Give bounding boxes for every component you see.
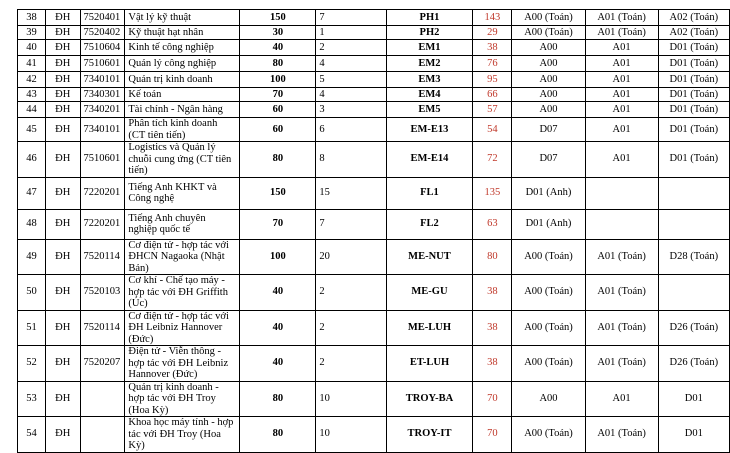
table-body (18, 10, 730, 453)
admission-table (17, 9, 730, 453)
combo-3: D26 (Toán) (658, 346, 729, 382)
table-row (18, 417, 730, 453)
score-value: 38 (473, 40, 512, 56)
row-number: 53 (18, 381, 46, 417)
combo-2: A01 (585, 56, 658, 72)
table-row (18, 310, 730, 346)
program-code: 7220201 (80, 209, 125, 239)
combo-3: A02 (Toán) (658, 26, 729, 40)
combo-3: D01 (Toán) (658, 142, 729, 178)
quota: 70 (240, 209, 316, 239)
table-row (18, 88, 730, 102)
score-value: 38 (473, 275, 512, 311)
program-code: 7220201 (80, 177, 125, 209)
combo-2: A01 (585, 102, 658, 118)
combo-3: D01 (Toán) (658, 118, 729, 142)
score-value: 57 (473, 102, 512, 118)
combo-2: A01 (Toán) (585, 275, 658, 311)
program-id: EM-E13 (386, 118, 473, 142)
row-number: 41 (18, 56, 46, 72)
program-level: ĐH (45, 72, 80, 88)
extra-quota: 4 (316, 88, 386, 102)
extra-quota: 5 (316, 72, 386, 88)
combo-1: A00 (512, 72, 585, 88)
program-name: Cơ điện tử - hợp tác với ĐHCN Nagaoka (Nhật Bản) (125, 239, 240, 275)
program-level: ĐH (45, 118, 80, 142)
program-code: 7510601 (80, 142, 125, 178)
program-level: ĐH (45, 10, 80, 26)
extra-quota: 7 (316, 209, 386, 239)
combo-2: A01 (585, 142, 658, 178)
quota: 30 (240, 26, 316, 40)
extra-quota: 2 (316, 40, 386, 56)
row-number: 50 (18, 275, 46, 311)
score-value: 38 (473, 310, 512, 346)
table-row (18, 239, 730, 275)
combo-1: A00 (512, 381, 585, 417)
score-value: 72 (473, 142, 512, 178)
row-number: 42 (18, 72, 46, 88)
combo-2: A01 (585, 118, 658, 142)
score-value: 38 (473, 346, 512, 382)
extra-quota: 2 (316, 346, 386, 382)
program-id: ET-LUH (386, 346, 473, 382)
extra-quota: 1 (316, 26, 386, 40)
row-number: 38 (18, 10, 46, 26)
row-number: 40 (18, 40, 46, 56)
combo-3: D01 (658, 381, 729, 417)
extra-quota: 4 (316, 56, 386, 72)
combo-3: D26 (Toán) (658, 310, 729, 346)
table-row (18, 40, 730, 56)
row-number: 48 (18, 209, 46, 239)
combo-3 (658, 209, 729, 239)
program-level: ĐH (45, 275, 80, 311)
combo-1: A00 (512, 88, 585, 102)
table-row (18, 275, 730, 311)
program-code: 7520103 (80, 275, 125, 311)
program-level: ĐH (45, 381, 80, 417)
extra-quota: 2 (316, 275, 386, 311)
program-code (80, 381, 125, 417)
program-name: Logistics và Quản lý chuỗi cung ứng (CT tiên tiến) (125, 142, 240, 178)
quota: 70 (240, 88, 316, 102)
score-value: 70 (473, 417, 512, 453)
quota: 100 (240, 239, 316, 275)
row-number: 51 (18, 310, 46, 346)
program-name: Vật lý kỹ thuật (125, 10, 240, 26)
program-name: Quản trị kinh doanh (125, 72, 240, 88)
combo-3: A02 (Toán) (658, 10, 729, 26)
combo-1: A00 (512, 102, 585, 118)
program-id: PH2 (386, 26, 473, 40)
combo-2: A01 (Toán) (585, 417, 658, 453)
quota: 40 (240, 346, 316, 382)
program-name: Quản trị kinh doanh - hợp tác với ĐH Troy (Hoa Kỳ) (125, 381, 240, 417)
extra-quota: 2 (316, 310, 386, 346)
program-id: EM4 (386, 88, 473, 102)
quota: 80 (240, 56, 316, 72)
program-code: 7340101 (80, 118, 125, 142)
table-row (18, 346, 730, 382)
combo-1: D07 (512, 118, 585, 142)
score-value: 29 (473, 26, 512, 40)
row-number: 39 (18, 26, 46, 40)
program-level: ĐH (45, 56, 80, 72)
program-id: ME-LUH (386, 310, 473, 346)
program-id: EM5 (386, 102, 473, 118)
row-number: 46 (18, 142, 46, 178)
score-value: 143 (473, 10, 512, 26)
extra-quota: 3 (316, 102, 386, 118)
combo-1: A00 (Toán) (512, 346, 585, 382)
program-id: TROY-BA (386, 381, 473, 417)
program-level: ĐH (45, 102, 80, 118)
program-id: EM-E14 (386, 142, 473, 178)
program-code: 7340101 (80, 72, 125, 88)
program-id: EM1 (386, 40, 473, 56)
combo-1: A00 (Toán) (512, 310, 585, 346)
program-id: ME-NUT (386, 239, 473, 275)
score-value: 76 (473, 56, 512, 72)
combo-2: A01 (Toán) (585, 10, 658, 26)
extra-quota: 6 (316, 118, 386, 142)
combo-1: A00 (Toán) (512, 26, 585, 40)
score-value: 80 (473, 239, 512, 275)
program-id: FL1 (386, 177, 473, 209)
program-id: FL2 (386, 209, 473, 239)
combo-2: A01 (Toán) (585, 26, 658, 40)
combo-2: A01 (Toán) (585, 310, 658, 346)
score-value: 95 (473, 72, 512, 88)
quota: 80 (240, 417, 316, 453)
program-name: Khoa học máy tính - hợp tác với ĐH Troy (Hoa Kỳ) (125, 417, 240, 453)
program-name: Kinh tế công nghiệp (125, 40, 240, 56)
extra-quota: 10 (316, 381, 386, 417)
combo-2: A01 (585, 72, 658, 88)
program-level: ĐH (45, 310, 80, 346)
quota: 40 (240, 275, 316, 311)
program-level: ĐH (45, 40, 80, 56)
score-value: 63 (473, 209, 512, 239)
table-row (18, 102, 730, 118)
combo-3: D01 (658, 417, 729, 453)
program-code (80, 417, 125, 453)
row-number: 52 (18, 346, 46, 382)
program-name: Cơ điện tử - hợp tác với ĐH Leibniz Hannover (Đức) (125, 310, 240, 346)
program-level: ĐH (45, 88, 80, 102)
program-level: ĐH (45, 346, 80, 382)
extra-quota: 10 (316, 417, 386, 453)
table-row (18, 118, 730, 142)
row-number: 45 (18, 118, 46, 142)
combo-2: A01 (585, 381, 658, 417)
table-row (18, 10, 730, 26)
program-id: TROY-IT (386, 417, 473, 453)
combo-1: A00 (512, 40, 585, 56)
table-row (18, 56, 730, 72)
quota: 40 (240, 310, 316, 346)
program-level: ĐH (45, 239, 80, 275)
program-level: ĐH (45, 209, 80, 239)
program-code: 7510604 (80, 40, 125, 56)
combo-1: A00 (Toán) (512, 275, 585, 311)
program-name: Điện tử - Viễn thông - hợp tác với ĐH Leibniz Hannover (Đức) (125, 346, 240, 382)
quota: 80 (240, 381, 316, 417)
quota: 40 (240, 40, 316, 56)
combo-2 (585, 209, 658, 239)
program-name: Tiếng Anh KHKT và Công nghệ (125, 177, 240, 209)
combo-1: A00 (Toán) (512, 239, 585, 275)
combo-1: A00 (512, 56, 585, 72)
quota: 150 (240, 10, 316, 26)
program-code: 7520114 (80, 239, 125, 275)
row-number: 47 (18, 177, 46, 209)
combo-3: D01 (Toán) (658, 40, 729, 56)
combo-2: A01 (Toán) (585, 239, 658, 275)
score-value: 54 (473, 118, 512, 142)
program-code: 7340201 (80, 102, 125, 118)
combo-1: D07 (512, 142, 585, 178)
program-name: Quản lý công nghiệp (125, 56, 240, 72)
score-value: 66 (473, 88, 512, 102)
program-name: Cơ khí - Chế tạo máy - hợp tác với ĐH Griffith (Úc) (125, 275, 240, 311)
score-value: 70 (473, 381, 512, 417)
combo-3: D01 (Toán) (658, 102, 729, 118)
program-id: EM2 (386, 56, 473, 72)
combo-3 (658, 275, 729, 311)
table-row (18, 381, 730, 417)
program-name: Tài chính - Ngân hàng (125, 102, 240, 118)
program-id: ME-GU (386, 275, 473, 311)
program-level: ĐH (45, 417, 80, 453)
program-level: ĐH (45, 26, 80, 40)
quota: 80 (240, 142, 316, 178)
row-number: 54 (18, 417, 46, 453)
program-code: 7340301 (80, 88, 125, 102)
combo-3 (658, 177, 729, 209)
program-code: 7520114 (80, 310, 125, 346)
combo-1: A00 (Toán) (512, 10, 585, 26)
combo-2 (585, 177, 658, 209)
program-code: 7510601 (80, 56, 125, 72)
program-name: Kế toán (125, 88, 240, 102)
combo-2: A01 (585, 40, 658, 56)
combo-3: D01 (Toán) (658, 88, 729, 102)
program-id: PH1 (386, 10, 473, 26)
program-code: 7520402 (80, 26, 125, 40)
combo-1: A00 (Toán) (512, 417, 585, 453)
extra-quota: 8 (316, 142, 386, 178)
combo-1: D01 (Anh) (512, 177, 585, 209)
combo-2: A01 (585, 88, 658, 102)
program-level: ĐH (45, 177, 80, 209)
quota: 60 (240, 102, 316, 118)
program-name: Phân tích kinh doanh (CT tiên tiến) (125, 118, 240, 142)
row-number: 49 (18, 239, 46, 275)
combo-3: D01 (Toán) (658, 56, 729, 72)
score-value: 135 (473, 177, 512, 209)
program-code: 7520207 (80, 346, 125, 382)
table-row (18, 26, 730, 40)
table-row (18, 177, 730, 209)
combo-1: D01 (Anh) (512, 209, 585, 239)
table-row (18, 142, 730, 178)
combo-3: D28 (Toán) (658, 239, 729, 275)
combo-2: A01 (Toán) (585, 346, 658, 382)
quota: 150 (240, 177, 316, 209)
table-row (18, 209, 730, 239)
quota: 60 (240, 118, 316, 142)
extra-quota: 15 (316, 177, 386, 209)
program-name: Kỹ thuật hạt nhân (125, 26, 240, 40)
quota: 100 (240, 72, 316, 88)
row-number: 43 (18, 88, 46, 102)
program-id: EM3 (386, 72, 473, 88)
extra-quota: 20 (316, 239, 386, 275)
combo-3: D01 (Toán) (658, 72, 729, 88)
program-name: Tiếng Anh chuyên nghiệp quốc tế (125, 209, 240, 239)
row-number: 44 (18, 102, 46, 118)
program-level: ĐH (45, 142, 80, 178)
extra-quota: 7 (316, 10, 386, 26)
program-code: 7520401 (80, 10, 125, 26)
table-row (18, 72, 730, 88)
